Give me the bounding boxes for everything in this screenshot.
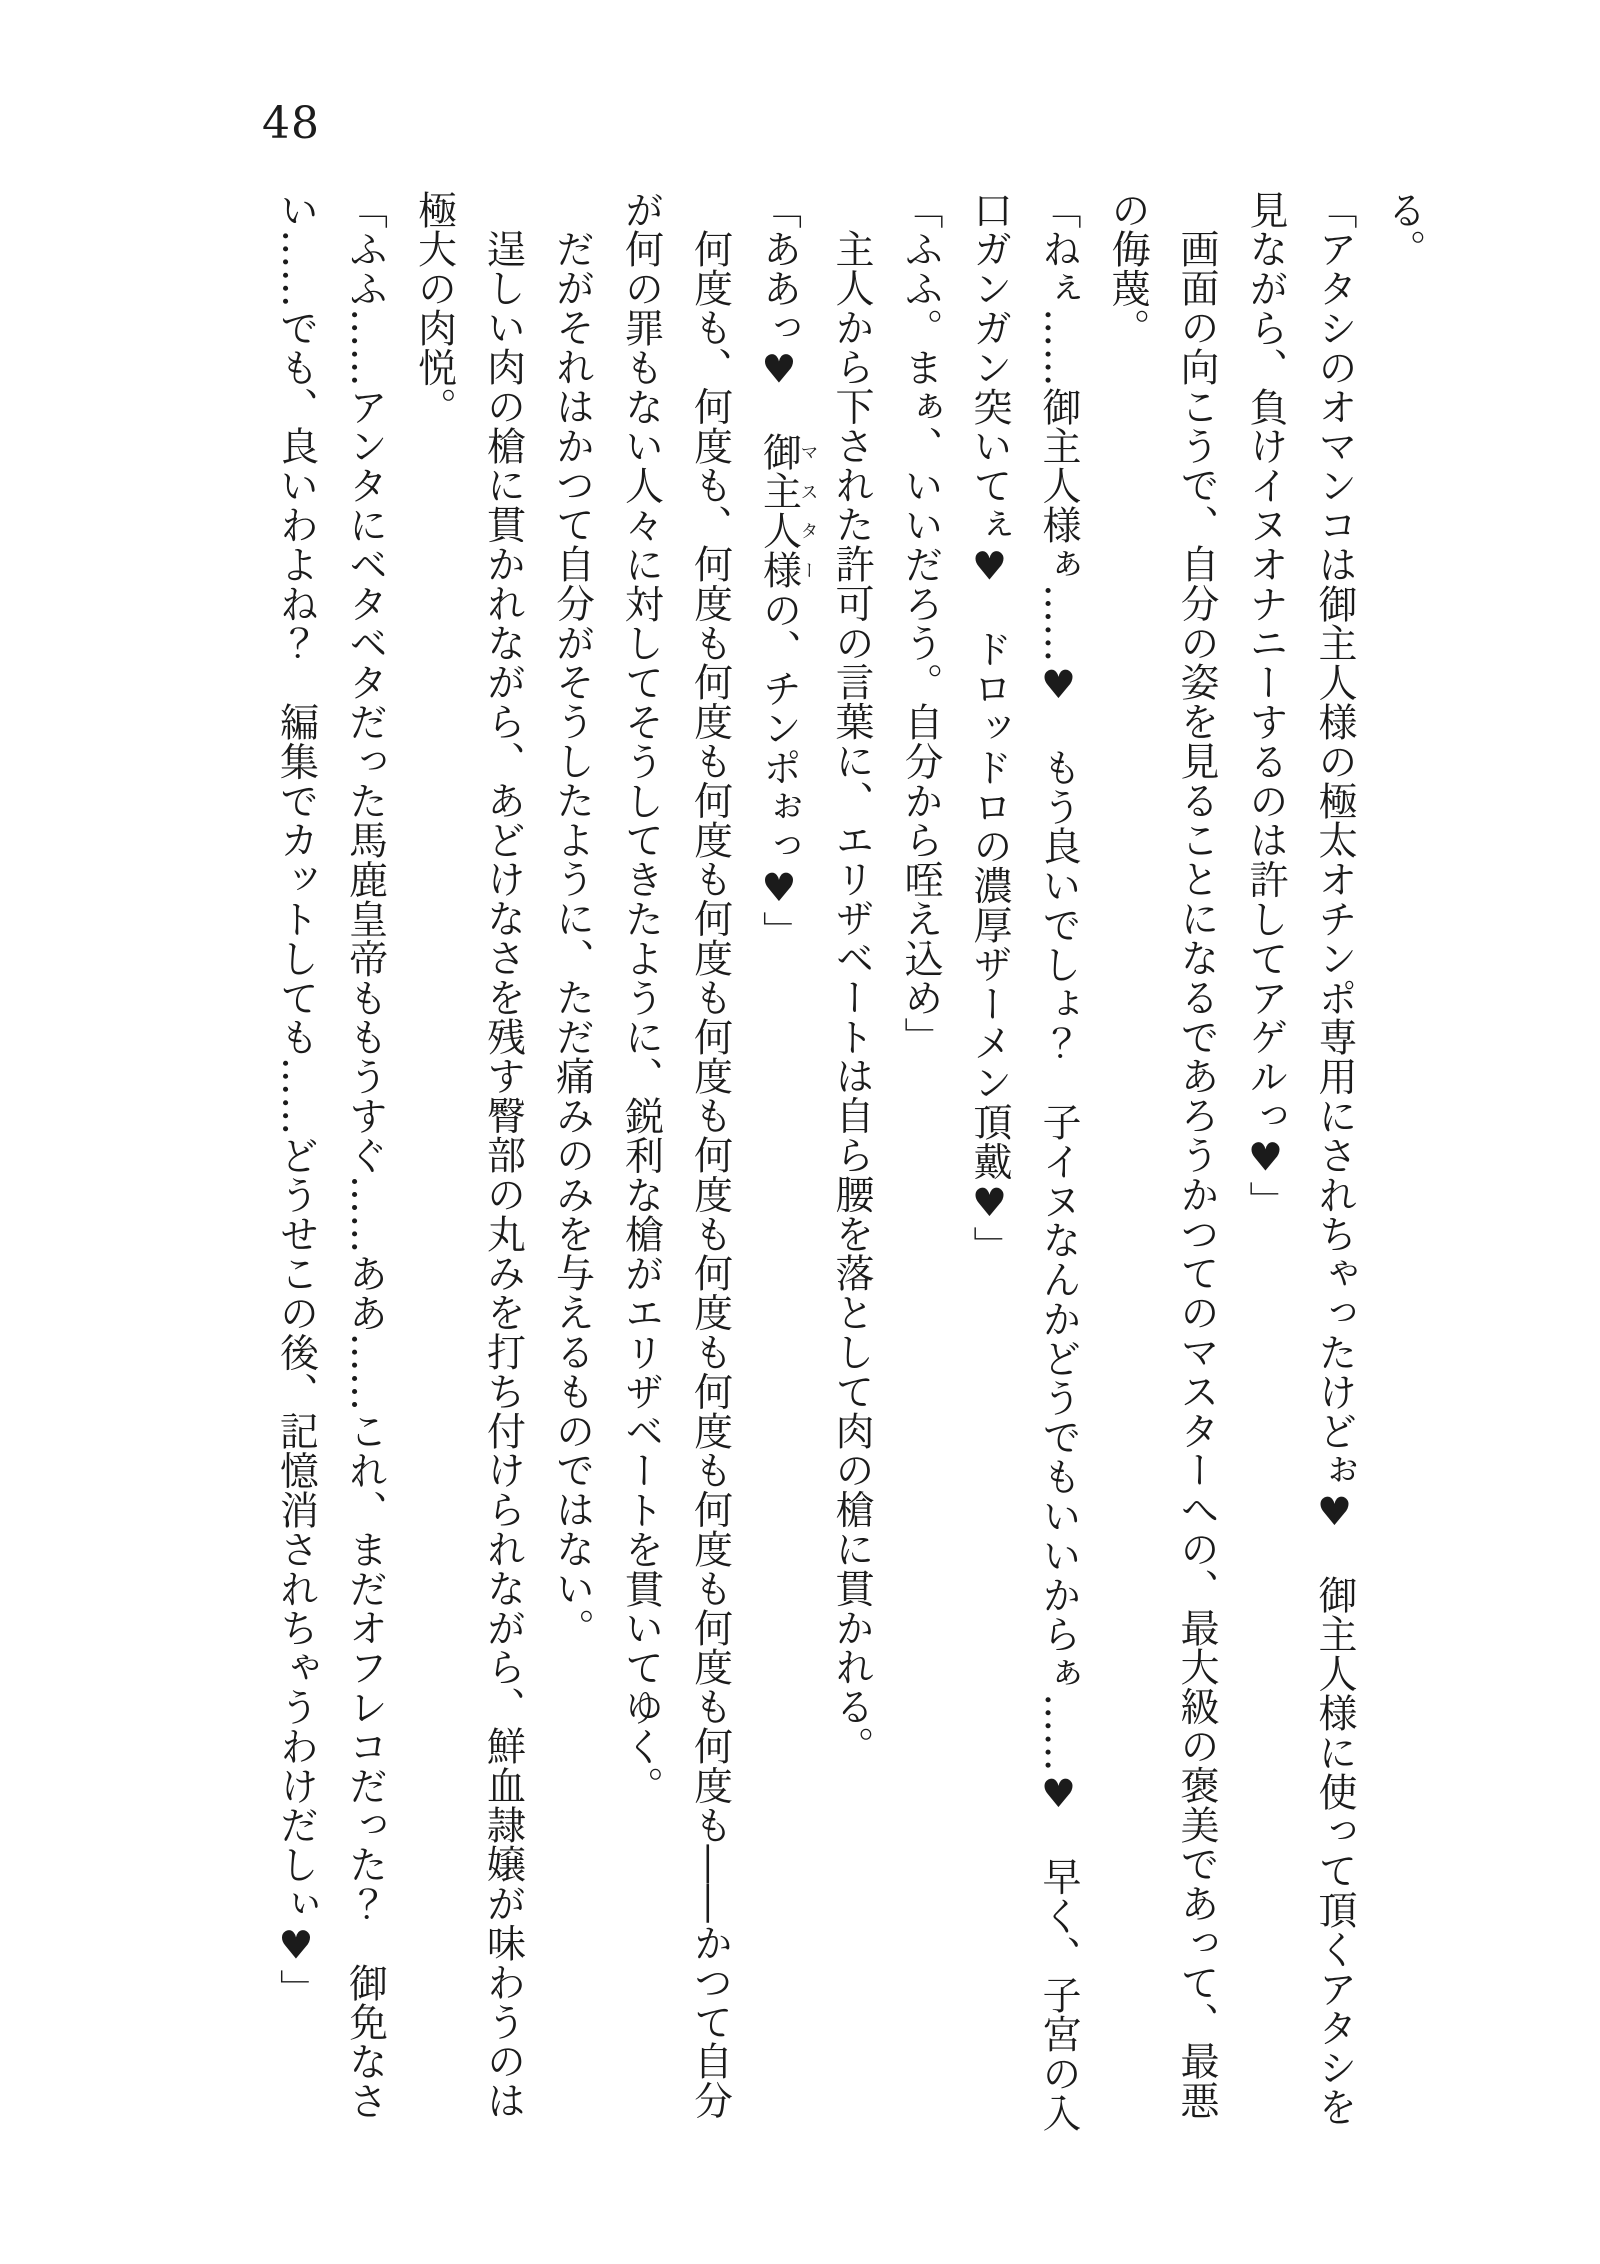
dialogue-pre-text: 「ああっ♥ [756, 190, 802, 433]
dialogue-post-text: の、チンポぉっ♥」 [756, 590, 802, 951]
ruby-annotation [756, 432, 819, 591]
paragraph-narration: 主人から下された許可の言葉に、エリザベートは自ら腰を落として肉の槍に貫かれる。 [829, 229, 874, 1766]
paragraph-continuation: る。 [1381, 190, 1426, 269]
paragraph-narration: だがそれはかつて自分がそうしたように、ただ痛みのみを与えるものではない。 [549, 229, 595, 1648]
paragraph-dialogue: 「ふふ。まぁ、いいだろう。自分から咥え込め」 [898, 190, 943, 1057]
page-number: 48 [262, 98, 320, 149]
paragraph-dialogue: 「アタシのオマンコは御主人様の極太オチンポ専用にされちゃったけどぉ♥ 御主人様に使って頂くアタシを見ながら、負けイヌオナニーするのは許してアゲルっ♥」 [1243, 190, 1357, 2127]
ruby-furigana-text: マスター [797, 432, 819, 590]
paragraph-narration: 何度も、何度も、何度も何度も何度も何度も何度も何度も何度も何度も何度も何度も何度も――かつて自分が何の罪もない人々に対してそうしてきたように、鋭利な槍がエリザベートを貫いてゆく。 [618, 190, 733, 2121]
ruby-base-text: 御主人様 [756, 432, 802, 591]
paragraph-dialogue: 「ふふ……アンタにベタベタだった馬鹿皇帝ももうすぐ……ああ……これ、まだオフレコだった？ 御免なさい……でも、良いわよね？ 編集でカットしても……どうせこの後、記憶消されちゃうわけだしぃ♥」 [273, 190, 388, 2121]
paragraph-narration: 逞しい肉の槍に貫かれながら、あどけなさを残す臀部の丸みを打ち付けられながら、鮮血隷嬢が味わうのは極大の肉悦。 [411, 190, 526, 2121]
paragraph-dialogue-with-ruby [745, 190, 818, 2140]
paragraph-dialogue: 「ねぇ……御主人様ぁ……♥ もう良いでしょ？ 子イヌなんかどうでもいいからぁ……♥ 早く、子宮の入口ガンガン突いてぇ♥ ドロッドロの濃厚ザーメン頂戴♥」 [967, 190, 1081, 2133]
paragraph-narration: 画面の向こうで、自分の姿を見ることになるであろうかつてのマスターへの、最大級の褒美であって、最悪の侮蔑。 [1105, 190, 1219, 2121]
text-block [258, 190, 1438, 2140]
